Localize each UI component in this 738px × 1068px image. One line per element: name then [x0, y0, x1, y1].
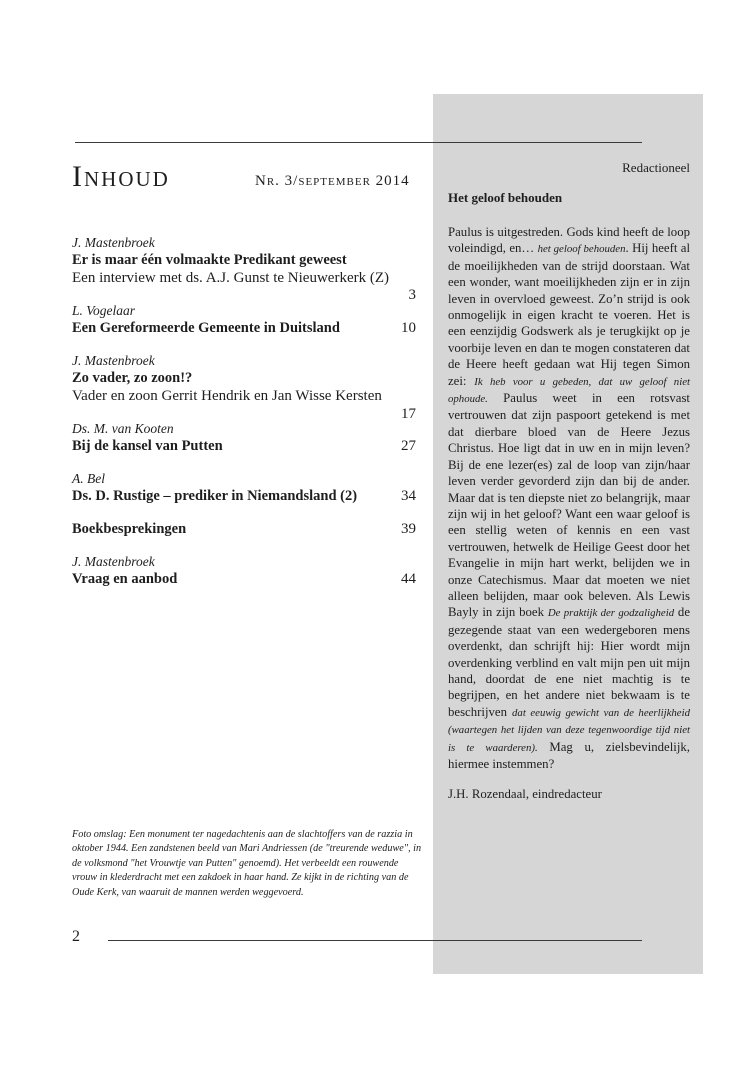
- toc-author: Ds. M. van Kooten: [72, 421, 174, 436]
- page-title: Inhoud: [72, 160, 170, 193]
- toc-page-number: 17: [401, 406, 416, 422]
- toc-entry[interactable]: [72, 420, 416, 455]
- toc-entry[interactable]: [72, 302, 416, 337]
- toc-title[interactable]: Boekbesprekingen: [72, 521, 187, 537]
- toc-entry[interactable]: [72, 520, 416, 538]
- page-number: 2: [72, 928, 80, 945]
- editorial-text: Mag u, zielsbevindelijk, hiermee instemmen?: [448, 739, 690, 771]
- editorial-text: de gezegende staat van een wedergeboren mens overdenkt, dan schrijft hij: Hier wordt mijn overdenking verblind en valt mijn pen uit mijn hand, doordat de ene niet machtig is te begrijpen, en het andere niet bekwaam is te beschrijven: [448, 605, 690, 719]
- issue-number: Nr. 3/september 2014: [255, 173, 410, 189]
- toc-entry[interactable]: [72, 352, 416, 422]
- editorial-signature: J.H. Rozendaal, eindredacteur: [448, 787, 602, 802]
- toc-page-number: 10: [401, 320, 416, 336]
- toc-title[interactable]: Zo vader, zo zoon!?: [72, 370, 193, 386]
- editorial-text: Paulus weet in een rotsvast vertrouwen dat zijn paspoort getekend is met dat dierbare bloed van de Heere Jezus Christus. Hoe ligt dat in uw en in mijn leven? Bij de ene lezer(es) zal de loop van zijn/haar leven verder gevorderd zijn dan bij de ander. Maar dat is ten diepste niet zo belangrijk, maar zijn wij in het geloof? Want een waar geloof is een stellig weten of kennis en een vast vertrouwen, hetwelk de Heilige Geest door het Evangelie in mijn hart werkt, belijden we in onze Catechismus. Maar dat moeten we niet alleen belijden, maar ook beleven. Als Lewis Bayly in zijn boek: [448, 391, 690, 620]
- toc-author: J. Mastenbroek: [72, 554, 155, 569]
- table-of-contents: [72, 234, 416, 588]
- toc-title[interactable]: Er is maar één volmaakte Predikant geweest: [72, 252, 347, 268]
- editorial-emphasis: het geloof behouden: [537, 243, 626, 256]
- editorial-emphasis: De praktijk der godzaligheid: [547, 607, 675, 620]
- editorial-body: [448, 224, 690, 772]
- toc-title[interactable]: Ds. D. Rustige – prediker in Niemandsland (2): [72, 488, 358, 504]
- toc-subtitle: Vader en zoon Gerrit Hendrik en Jan Wisse Kersten: [72, 388, 382, 404]
- bottom-rule: [108, 940, 642, 941]
- editorial-text: . Hij heeft al de moeilijkheden van de strijd doorstaan. Wat een wonder, want moeilijkheden zijn er in zijn leven in overvloed geweest. Zo’n strijd is ook onmogelijk in eigen kracht te voeren. Het is een eenzijdig Godswerk als je terugkijkt op je voorbije leven en dan te mogen constateren dat de Heere heeft gedaan wat Hij tegen Simon zei:: [448, 241, 691, 388]
- toc-subtitle: Een interview met ds. A.J. Gunst te Nieuwerkerk (Z): [72, 270, 389, 286]
- toc-page-number: 34: [401, 488, 416, 504]
- toc-page-number: 44: [401, 571, 416, 587]
- toc-page-number: 3: [408, 287, 416, 303]
- toc-author: J. Mastenbroek: [72, 235, 155, 250]
- editorial-heading: Het geloof behouden: [448, 190, 563, 205]
- cover-photo-caption: Foto omslag: Een monument ter nagedachtenis aan de slachtoffers van de razzia in oktober 1944. Een zandstenen beeld van Mari Andriessen (de "treurende weduwe", in de volksmond "het Vrouwtje van Putten" genoemd). Het verbeeldt een rouwende vrouw in klederdracht met een zakdoek in haar hand. Ze kijkt in de richting van de Oude Kerk, van waaruit de mannen werden weggevoerd.: [72, 829, 422, 898]
- toc-title[interactable]: Vraag en aanbod: [72, 571, 178, 587]
- toc-author: L. Vogelaar: [72, 303, 136, 318]
- toc-author: J. Mastenbroek: [72, 353, 155, 368]
- editorial-column: [448, 160, 690, 802]
- section-label: Redactioneel: [622, 160, 690, 175]
- editorial-text: Paulus is uitgestreden. Gods kind heeft de loop voleindigd, en…: [448, 225, 690, 256]
- toc-entry[interactable]: [72, 470, 416, 505]
- editorial-emphasis: dat eeuwig gewicht van de heerlijkheid (waartegen het lijden van deze tegenwoordige tijd niet is te waarderen).: [448, 706, 690, 754]
- toc-title[interactable]: Een Gereformeerde Gemeente in Duitsland: [72, 320, 340, 336]
- toc-page-number: 39: [401, 521, 416, 537]
- toc-title[interactable]: Bij de kansel van Putten: [72, 438, 223, 454]
- toc-entry[interactable]: [72, 553, 416, 588]
- toc-author: A. Bel: [72, 471, 105, 486]
- top-rule: [75, 142, 642, 143]
- toc-entry[interactable]: [72, 234, 416, 303]
- toc-page-number: 27: [401, 438, 416, 454]
- editorial-emphasis: Ik heb voor u gebeden, dat uw geloof niet ophoude.: [448, 375, 690, 406]
